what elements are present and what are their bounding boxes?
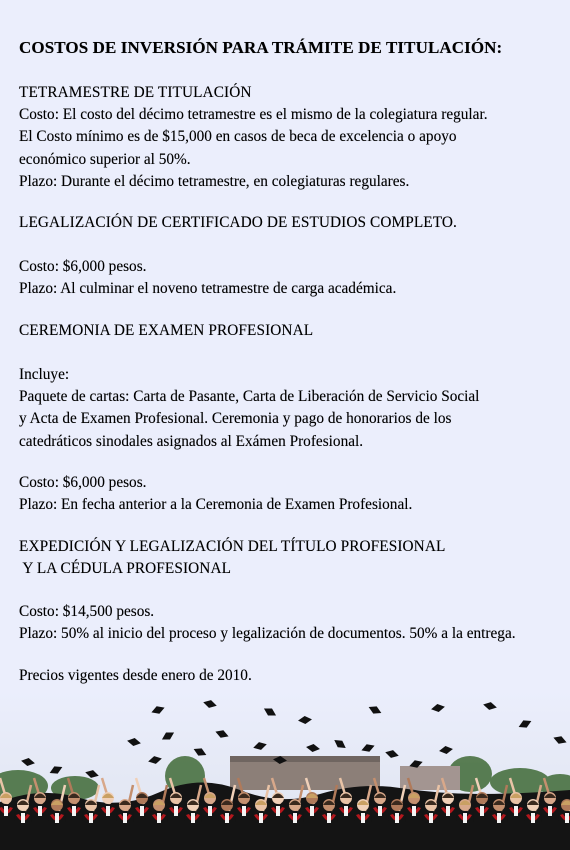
text-line: Plazo: Durante el décimo tetramestre, en colegiaturas regulares.	[19, 172, 410, 190]
graduate-collar	[55, 813, 59, 823]
graduate-collar	[463, 813, 467, 823]
footer-note: Precios vigentes desde enero de 2010.	[19, 667, 252, 684]
graduate-collar	[429, 813, 433, 823]
graduate-collar	[208, 806, 212, 816]
graduate-collar	[38, 806, 42, 816]
graduation-illustration	[0, 690, 570, 850]
graduate-collar	[361, 813, 365, 823]
graduate-collar	[310, 806, 314, 816]
graduate-collar	[514, 806, 518, 816]
graduate-collar	[157, 813, 161, 823]
text-line: Plazo: En fecha anterior a la Ceremonia de Examen Profesional.	[19, 496, 413, 514]
section-ceremonia-includes	[19, 364, 479, 453]
graduate-collar	[276, 806, 280, 816]
text-line: Costo: El costo del décimo tetramestre es el mismo de la colegiatura regular.	[19, 106, 488, 124]
graduate-collar	[293, 813, 297, 823]
section-expedicion	[19, 536, 445, 580]
graduate-collar	[327, 813, 331, 823]
section-heading: Y LA CÉDULA PROFESIONAL	[19, 560, 232, 578]
section-heading: LEGALIZACIÓN DE CERTIFICADO DE ESTUDIOS COMPLETO.	[19, 214, 457, 231]
graduate-collar	[378, 806, 382, 816]
section-tetramestre	[19, 82, 488, 193]
text-line: catedráticos sinodales asignados al Exámen Profesional.	[19, 432, 364, 450]
graduate-collar	[191, 813, 195, 823]
text-line: Plazo: 50% al inicio del proceso y legalización de documentos. 50% a la entrega.	[19, 625, 516, 643]
graduation-photo	[0, 690, 570, 850]
graduate-collar	[480, 806, 484, 816]
text-line: Costo: $6,000 pesos.	[19, 258, 147, 275]
text-line: Paquete de cartas: Carta de Pasante, Carta de Liberación de Servicio Social	[19, 388, 480, 406]
section-heading: CEREMONIA DE EXAMEN PROFESIONAL	[19, 322, 314, 339]
text-line: Costo: $14,500 pesos.	[19, 603, 155, 620]
graduate-collar	[106, 806, 110, 816]
graduate-collar	[446, 806, 450, 816]
graduate-collar	[395, 813, 399, 823]
graduate-collar	[548, 806, 552, 816]
graduate-collar	[72, 806, 76, 816]
graduate-collar	[225, 813, 229, 823]
graduate-collar	[531, 813, 535, 823]
graduate-collar	[344, 806, 348, 816]
text-line: y Acta de Examen Profesional. Ceremonia y pago de honorarios de los	[19, 410, 452, 428]
graduate-collar	[4, 806, 8, 816]
text-line: Plazo: Al culminar el noveno tetramestre de carga académica.	[19, 280, 397, 298]
graduate-collar	[21, 813, 25, 823]
graduate-collar	[123, 813, 127, 823]
section-ceremonia-cost	[19, 472, 412, 516]
text-line: Costo: $6,000 pesos.	[19, 474, 147, 491]
section-heading: TETRAMESTRE DE TITULACIÓN	[19, 84, 252, 101]
graduate-collar	[242, 806, 246, 816]
text-line: económico superior al 50%.	[19, 150, 191, 168]
section-ceremonia	[19, 320, 313, 342]
text-line: El Costo mínimo es de $15,000 en casos de beca de excelencia o apoyo	[19, 128, 457, 146]
section-expedicion-details	[19, 601, 516, 645]
graduate-collar	[259, 813, 263, 823]
graduate-collar	[565, 813, 569, 823]
page-title: COSTOS DE INVERSIÓN PARA TRÁMITE DE TITULACIÓN:	[19, 38, 503, 57]
graduate-collar	[174, 806, 178, 816]
graduate-collar	[412, 806, 416, 816]
text-line: Incluye:	[19, 366, 70, 383]
section-legalizacion-details	[19, 256, 396, 300]
section-legalizacion-certificado	[19, 212, 457, 234]
graduate-collar	[140, 806, 144, 816]
graduate-collar	[89, 813, 93, 823]
graduate-collar	[497, 813, 501, 823]
section-heading: EXPEDICIÓN Y LEGALIZACIÓN DEL TÍTULO PROFESIONAL	[19, 538, 446, 555]
